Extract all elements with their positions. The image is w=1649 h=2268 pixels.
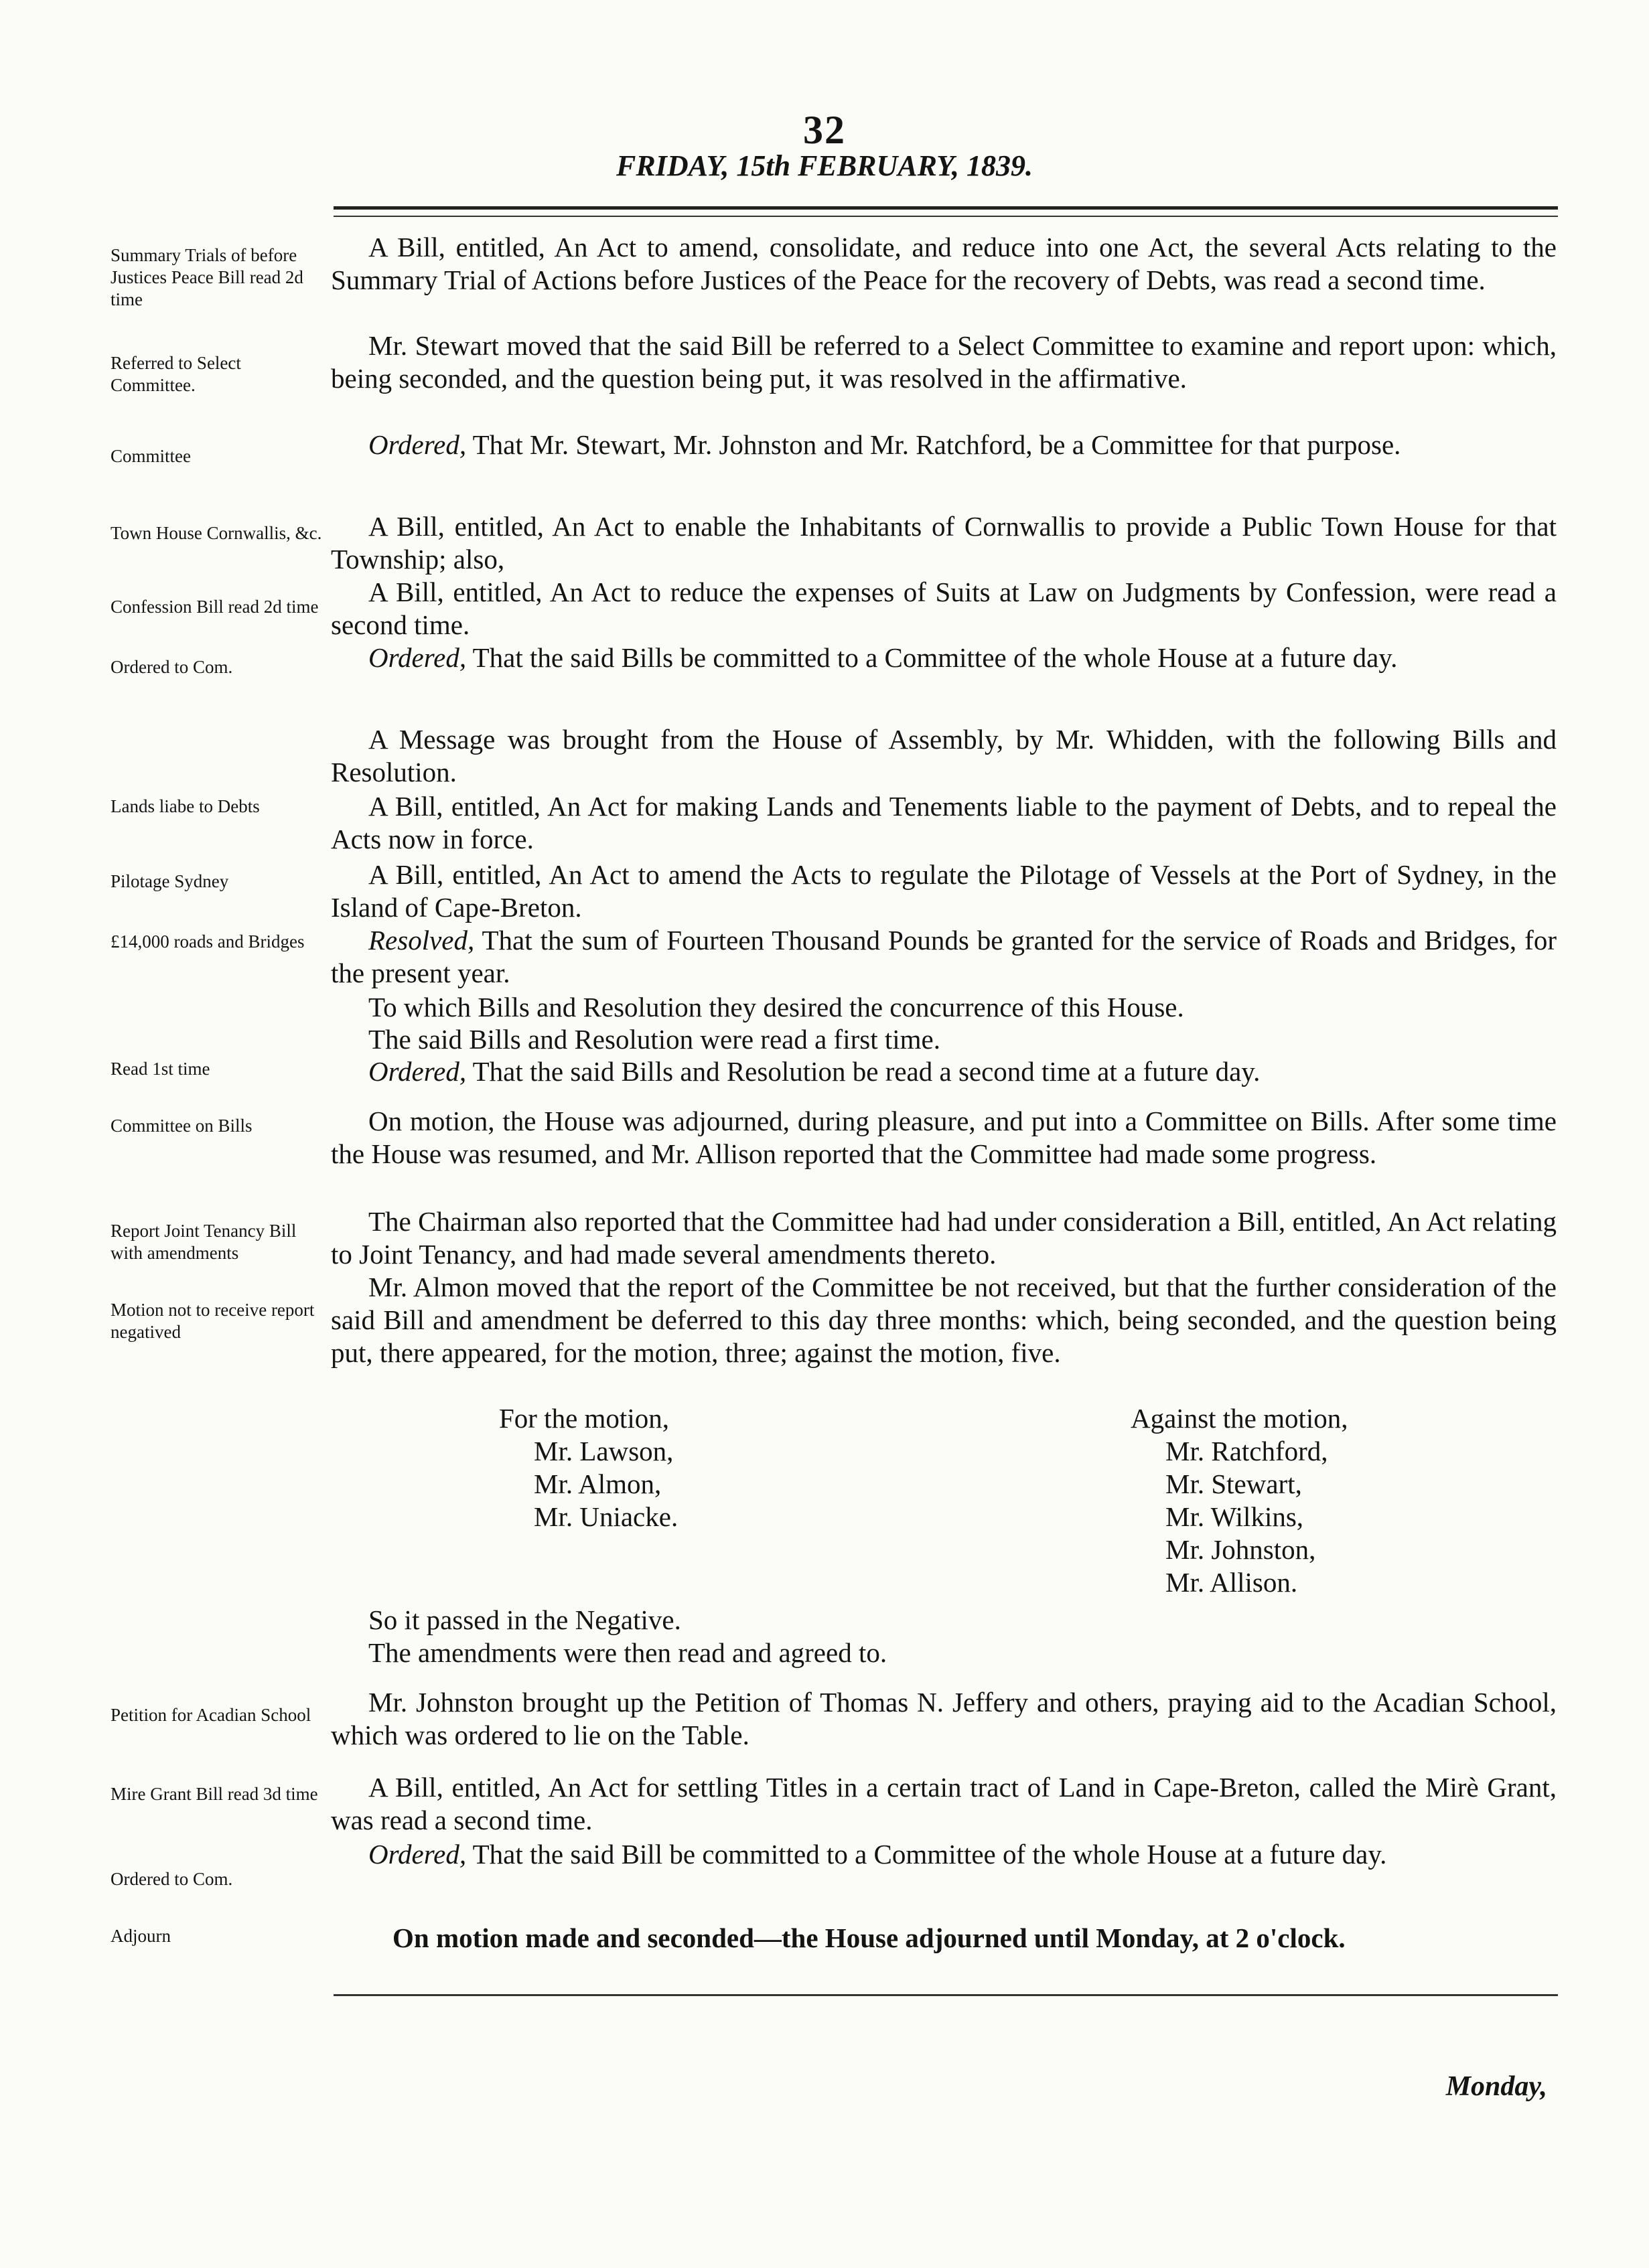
journal-paragraph: Ordered, That the said Bills be committed to a Committee of the whole House at a future day. — [368, 642, 1398, 673]
journal-paragraph: The amendments were then read and agreed to. — [368, 1637, 887, 1668]
page-number: 32 — [803, 108, 846, 152]
journal-paragraph: The Chairman also reported that the Committee had had under consideration a Bill, entitled, An Act relating to Joint Tenancy, and had made several amendments thereto. — [331, 1206, 1557, 1270]
voter-name: Mr. Wilkins, — [1165, 1501, 1304, 1532]
top-rule — [334, 206, 1558, 210]
margin-note: Ordered to Com. — [111, 657, 233, 677]
journal-paragraph: So it passed in the Negative. — [368, 1604, 681, 1635]
catchword: Monday, — [1445, 2071, 1547, 2102]
journal-paragraph: Mr. Almon moved that the report of the Committee be not received, but that the further consideration of the said Bill and amendment be deferred to this day three months: which, being seconded, and the question being put, there appeared, for the motion, three; against the motion, five. — [331, 1272, 1557, 1368]
journal-paragraph: A Bill, entitled, An Act to amend the Acts to regulate the Pilotage of Vessels at the Port of Sydney, in the Island of Cape-Breton. — [331, 859, 1557, 923]
margin-note: Report Joint Tenancy Bill with amendments — [111, 1221, 297, 1263]
margin-note: Committee — [111, 446, 191, 466]
margin-note: Motion not to receive report negatived — [111, 1300, 315, 1342]
journal-paragraph: To which Bills and Resolution they desired the concurrence of this House. — [368, 992, 1184, 1023]
journal-paragraph: A Bill, entitled, An Act for making Lands and Tenements liable to the payment of Debts, and to repeal the Acts now in force. — [331, 791, 1557, 854]
voter-name: Mr. Almon, — [534, 1468, 662, 1499]
adjournment-line: On motion made and seconded—the House adjourned until Monday, at 2 o'clock. — [392, 1922, 1346, 1953]
votes-against-heading: Against the motion, — [1131, 1403, 1348, 1434]
margin-note: Summary Trials of before Justices Peace Bill read 2d time — [111, 245, 303, 309]
journal-paragraph: Mr. Stewart moved that the said Bill be referred to a Select Committee to examine and report upon: which, being seconded, and the question being put, it was resolved in the affirmative. — [331, 330, 1557, 394]
margin-note: Lands liabe to Debts — [111, 796, 260, 816]
date-heading: FRIDAY, 15th FEBRUARY, 1839. — [616, 149, 1033, 182]
margin-note: Pilotage Sydney — [111, 871, 229, 891]
journal-paragraph: Resolved, That the sum of Fourteen Thousand Pounds be granted for the service of Roads and Bridges, for the present year. — [331, 925, 1557, 988]
voter-name: Mr. Ratchford, — [1165, 1436, 1328, 1466]
journal-paragraph: A Bill, entitled, An Act to reduce the expenses of Suits at Law on Judgments by Confession, were read a second time. — [331, 577, 1557, 640]
votes-against-column — [1131, 1402, 1348, 1599]
margin-note: Adjourn — [111, 1926, 171, 1946]
journal-paragraph: Mr. Johnston brought up the Petition of Thomas N. Jeffery and others, praying aid to the Acadian School, which was ordered to lie on the Table. — [331, 1687, 1557, 1750]
margin-note: Referred to Select Committee. — [111, 353, 241, 395]
margin-note: £14,000 roads and Bridges — [111, 931, 305, 952]
margin-note: Confession Bill read 2d time — [111, 597, 319, 617]
voter-name: Mr. Stewart, — [1165, 1468, 1302, 1499]
voter-name: Mr. Allison. — [1165, 1567, 1298, 1598]
voter-name: Mr. Lawson, — [534, 1436, 674, 1466]
journal-paragraph: The said Bills and Resolution were read a first time. — [368, 1024, 940, 1055]
voter-name: Mr. Uniacke. — [534, 1501, 678, 1532]
journal-paragraph: A Bill, entitled, An Act for settling Titles in a certain tract of Land in Cape-Breton, called the Mirè Grant, was read a second time. — [331, 1772, 1557, 1835]
margin-note: Committee on Bills — [111, 1116, 253, 1136]
journal-paragraph: Ordered, That the said Bill be committed to a Committee of the whole House at a future day. — [368, 1839, 1387, 1870]
top-rule-thin — [334, 216, 1558, 217]
journal-paragraph: A Message was brought from the House of Assembly, by Mr. Whidden, with the following Bills and Resolution. — [331, 724, 1557, 787]
journal-paragraph: A Bill, entitled, An Act to enable the Inhabitants of Cornwallis to provide a Public Town House for that Township; also, — [331, 511, 1557, 575]
votes-for-heading: For the motion, — [499, 1403, 669, 1434]
journal-paragraph: On motion, the House was adjourned, during pleasure, and put into a Committee on Bills. After some time the House was resumed, and Mr. Allison reported that the Committee had made some progress. — [331, 1106, 1557, 1169]
votes-for-column — [499, 1402, 678, 1533]
margin-note: Town House Cornwallis, &c. — [111, 523, 322, 543]
margin-note: Petition for Acadian School — [111, 1705, 311, 1725]
margin-note: Read 1st time — [111, 1059, 210, 1079]
journal-paragraph: Ordered, That Mr. Stewart, Mr. Johnston and Mr. Ratchford, be a Committee for that purpose. — [368, 429, 1401, 460]
margin-note: Mire Grant Bill read 3d time — [111, 1784, 318, 1804]
voter-name: Mr. Johnston, — [1165, 1534, 1316, 1565]
journal-paragraph: Ordered, That the said Bills and Resolution be read a second time at a future day. — [368, 1056, 1261, 1087]
margin-note: Ordered to Com. — [111, 1869, 233, 1889]
journal-paragraph: A Bill, entitled, An Act to amend, consolidate, and reduce into one Act, the several Acts relating to the Summary Trial of Actions before Justices of the Peace for the recovery of Debts, was read a second time. — [331, 232, 1557, 295]
bottom-rule — [334, 1994, 1558, 1996]
